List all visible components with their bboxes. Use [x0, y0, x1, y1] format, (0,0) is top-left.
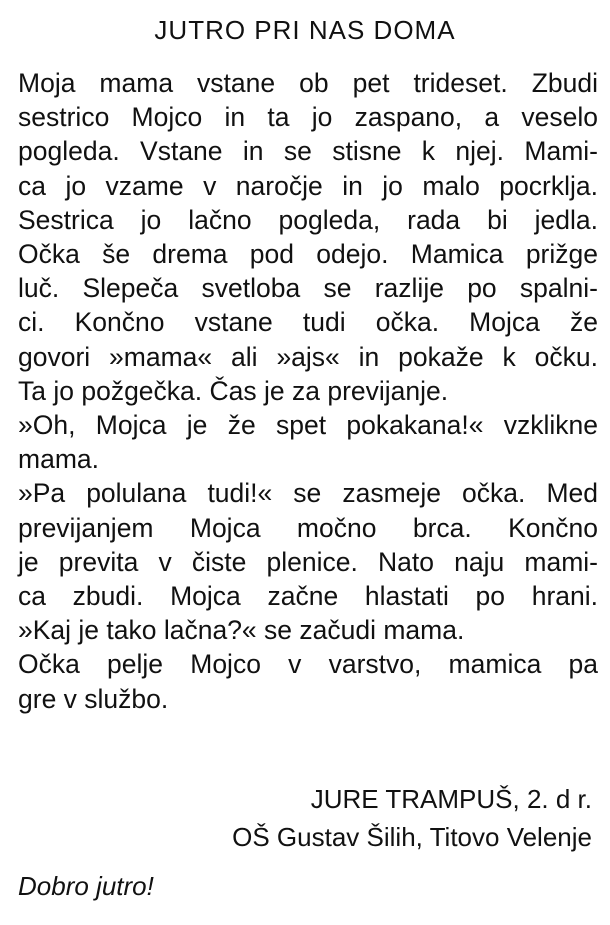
story-line: Očka pelje Mojco v varstvo, mamica pa [18, 649, 598, 680]
story-line: »Oh, Mojca je že spet pokakana!« vzklikne [18, 410, 598, 441]
story-line: »Kaj je tako lačna?« se začudi mama. [18, 615, 465, 646]
story-line: govori »mama« ali »ajs« in pokaže k očku. [18, 341, 598, 372]
author-name: JURE TRAMPUŠ, 2. d r. [310, 784, 592, 814]
author-signature [232, 780, 592, 856]
story-line: pogleda. Vstane in se stisne k njej. Mami- [18, 136, 598, 167]
story-line: mama. [18, 444, 99, 475]
story-line: Moja mama vstane ob pet trideset. Zbudi [18, 68, 598, 98]
story-body [18, 66, 598, 716]
story-line: previjanjem Mojca močno brca. Končno [18, 512, 598, 543]
story-line: sestrico Mojco in ta jo zaspano, a veselo [18, 102, 598, 133]
closing-greeting: Dobro jutro! [18, 871, 154, 901]
story-line: ca zbudi. Mojca začne hlastati po hrani. [18, 581, 598, 612]
story-line: Sestrica jo lačno pogleda, rada bi jedla. [18, 204, 598, 235]
story-line: gre v službo. [18, 683, 169, 714]
story-line: »Pa polulana tudi!« se zasmeje očka. Med [18, 478, 598, 509]
story-line: ci. Končno vstane tudi očka. Mojca že [18, 307, 598, 338]
story-line: Očka še drema pod odejo. Mamica prižge [18, 239, 598, 270]
story-line: Ta jo požgečka. Čas je za previjanje. [18, 375, 449, 406]
story-line: je previta v čiste plenice. Nato naju mami- [18, 546, 598, 577]
author-school: OŠ Gustav Šilih, Titovo Velenje [232, 822, 592, 852]
story-line: luč. Slepeča svetloba se razlije po spalni- [18, 273, 598, 304]
story-line: ca jo vzame v naročje in jo malo pocrklja. [18, 170, 598, 201]
story-title: JUTRO PRI NAS DOMA [154, 15, 456, 45]
